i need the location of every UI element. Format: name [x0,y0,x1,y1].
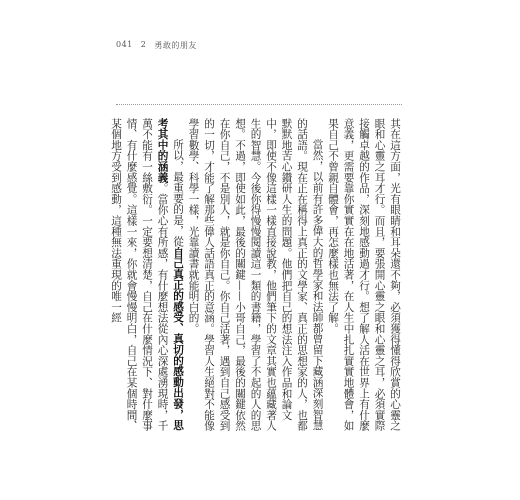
paragraph-3-start: 所以，最重要的是，從 [172,139,184,248]
paragraph-1: 其在這方面，光有眼睛和耳朵還不夠，必須獲得懂得欣賞的心靈之眼和心靈之耳才行。而且，要張開心靈之眼和心靈之耳，必須實際接觸卓越的作品，深刻地感動過才行。想了解人活在世界上有什麼意義，更需要靠你實實在在地活著，在人生中扎扎實實地體會，如果自己不曾親自體會，再怎麼樣也無法了解。 [327,118,401,432]
chapter-title: 勇敢的朋友 [154,41,197,50]
running-header [116,40,197,51]
body-text [110,118,402,436]
paragraph-3-end: 。當你心有所感，有什麼想法從內心深處湧現時，千萬不能有一絲敷衍。一定要想清楚，自己在什麼情況下、對什麼事情、有什麼感覺。這樣一來，你就會慢慢明白，自己在某個時間、某個地方受到感動，這種無法重現的唯一經 [110,118,169,432]
paragraph-3-emphasis: 自己真正的感受、真切的感動出發，思考其中的涵義 [156,118,184,431]
header-divider [116,104,402,105]
chapter-number: 2 [140,40,147,49]
paragraph-2: 當然，以前有許多偉大的哲學家和法師都曾留下藏涵深刻智慧的話語。現在正在稱得上真正的文學家、真正的思想家的人，也都默默地苦心鑽研人生的問題。他們把自己的想法注入作品和論文中，即使不像這樣一樣直接說教，他們筆下的文章其實也蘊藏著人生的智慧。今後你得慢慢閱讀這一類的書籍，學習了不起的人的思想。不過，即使如此，最後的關鍵——小哥自己，最後的關鍵依然在你自己，不是別人，就是你自己。你自己活著，遇到自己感受到的一切，才能了解那些偉人話語真正的意涵。學習人生絕對不能像學習數學、科學一樣，光靠讀書就能明白的。 [187,118,324,432]
paragraph-3 [108,118,186,436]
page-number: 041 [116,40,133,49]
